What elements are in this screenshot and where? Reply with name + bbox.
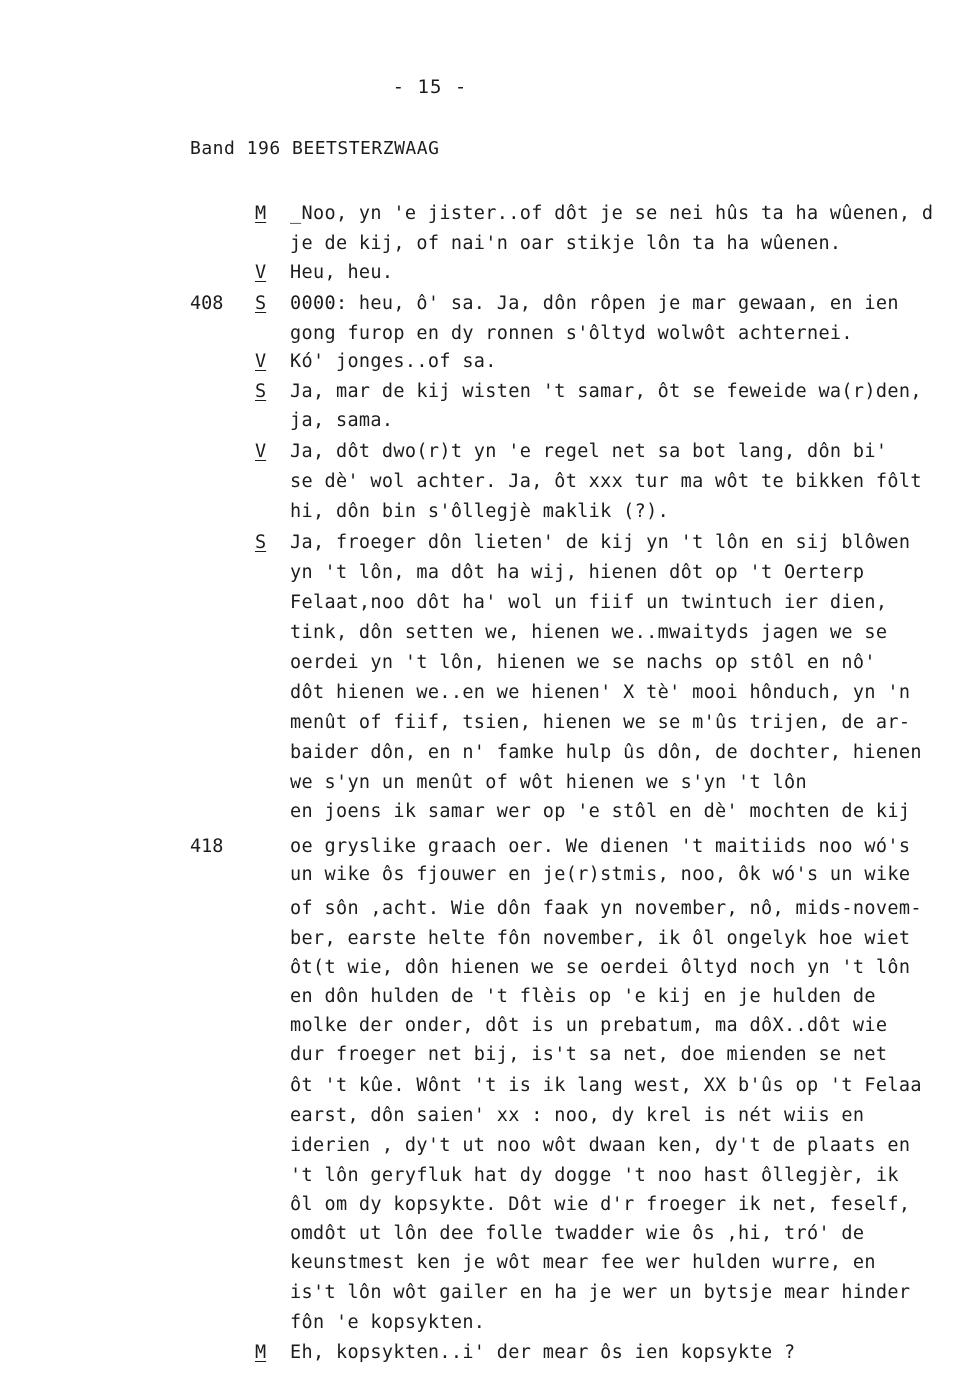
- transcript-line: [0, 1308, 973, 1338]
- transcript-line: [0, 319, 973, 349]
- line-text: en dôn hulden de 't flèis op 'e kij en je hulden de: [290, 986, 876, 1007]
- transcript-line: [0, 1101, 973, 1131]
- line-text: 't lôn geryfluk hat dy dogge 't noo hast ôllegjèr, ik: [290, 1165, 899, 1186]
- transcript-line: [0, 1248, 973, 1278]
- transcript-line: [0, 199, 973, 229]
- line-text: baider dôn, en n' famke hulp ûs dôn, de dochter, hienen: [290, 742, 922, 763]
- line-text: keunstmest ken je wôt mear fee wer hulden wurre, en: [290, 1252, 876, 1273]
- transcript-line: [0, 347, 973, 377]
- line-text: tink, dôn setten we, hienen we..mwaityds jagen we se: [290, 622, 888, 643]
- transcript-line: [0, 528, 973, 558]
- line-text: fôn 'e kopsykten.: [290, 1312, 486, 1333]
- line-text: earst, dôn saien' xx : noo, dy krel is nét wiis en: [290, 1105, 865, 1126]
- transcript-line: [0, 1040, 973, 1070]
- transcript-line: [0, 1071, 973, 1101]
- transcript-line: [0, 648, 973, 678]
- transcript-line: [0, 924, 973, 954]
- transcript-line: [0, 678, 973, 708]
- line-text: un wike ôs fjouwer en je(r)stmis, noo, ôk wó's un wike: [290, 864, 911, 885]
- line-text: ôt 't kûe. Wônt 't is ik lang west, XX b'ûs op 't Felaa: [290, 1075, 922, 1096]
- transcript-line: [0, 1131, 973, 1161]
- line-text: yn 't lôn, ma dôt ha wij, hienen dôt op 't Oerterp: [290, 562, 865, 583]
- line-text: is't lôn wôt gailer en ha je wer un bytsje mear hinder: [290, 1282, 911, 1303]
- transcript-line: [0, 558, 973, 588]
- speaker-label: S: [255, 381, 267, 402]
- line-text: of sôn ,acht. Wie dôn faak yn november, nô, mids-novem-: [290, 898, 922, 919]
- line-reference-number: 408: [190, 293, 224, 314]
- line-text: Heu, heu.: [290, 262, 394, 283]
- transcript-line: [0, 497, 973, 527]
- transcript-line: [0, 708, 973, 738]
- speaker-label: S: [255, 532, 267, 553]
- transcript-line: [0, 1011, 973, 1041]
- transcript-line: [0, 832, 973, 862]
- document-header: Band 196 BEETSTERZWAAG: [190, 138, 440, 159]
- transcript-line: [0, 289, 973, 319]
- transcript-line: [0, 406, 973, 436]
- line-text: we s'yn un menût of wôt hienen we s'yn 't lôn: [290, 772, 807, 793]
- line-text: Felaat,noo dôt ha' wol un fiif un twintuch ier dien,: [290, 592, 888, 613]
- line-text: ja, sama.: [290, 410, 394, 431]
- line-text: iderien , dy't ut noo wôt dwaan ken, dy't de plaats en: [290, 1135, 911, 1156]
- transcript-line: [0, 797, 973, 827]
- transcript-line: [0, 738, 973, 768]
- transcript-line: [0, 229, 973, 259]
- transcript-line: [0, 953, 973, 983]
- line-text: Ja, froeger dôn lieten' de kij yn 't lôn en sij blôwen: [290, 532, 911, 553]
- line-text: omdôt ut lôn dee folle twadder wie ôs ,hi, tró' de: [290, 1223, 865, 1244]
- transcript-line: [0, 437, 973, 467]
- transcript-line: [0, 467, 973, 497]
- transcript-line: [0, 860, 973, 890]
- line-text: oerdei yn 't lôn, hienen we se nachs op stôl en nô': [290, 652, 876, 673]
- line-text: 0000: heu, ô' sa. Ja, dôn rôpen je mar gewaan, en ien: [290, 293, 899, 314]
- speaker-label: V: [255, 262, 267, 283]
- transcript-line: [0, 1278, 973, 1308]
- line-text: menût of fiif, tsien, hienen we se m'ûs trijen, de ar-: [290, 712, 911, 733]
- line-text: dur froeger net bij, is't sa net, doe mienden se net: [290, 1044, 888, 1065]
- transcript-line: [0, 1338, 973, 1368]
- line-text: je de kij, of nai'n oar stikje lôn ta ha wûenen.: [290, 233, 842, 254]
- transcript-line: [0, 1161, 973, 1191]
- line-reference-number: 418: [190, 836, 224, 857]
- line-text: se dè' wol achter. Ja, ôt xxx tur ma wôt te bikken fôlt: [290, 471, 922, 492]
- line-text: Ja, mar de kij wisten 't samar, ôt se feweide wa(r)den,: [290, 381, 922, 402]
- transcript-line: [0, 1190, 973, 1220]
- line-text: oe gryslike graach oer. We dienen 't maitiids noo wó's: [290, 836, 911, 857]
- line-text: _Noo, yn 'e jister..of dôt je se nei hûs ta ha wûenen, d: [290, 203, 934, 224]
- page-number: - 15 -: [392, 76, 468, 98]
- line-text: gong furop en dy ronnen s'ôltyd wolwôt achternei.: [290, 323, 853, 344]
- line-text: hi, dôn bin s'ôllegjè maklik (?).: [290, 501, 670, 522]
- line-text: ôl om dy kopsykte. Dôt wie d'r froeger ik net, feself,: [290, 1194, 911, 1215]
- line-text: Kó' jonges..of sa.: [290, 351, 497, 372]
- transcript-line: [0, 377, 973, 407]
- transcript-line: [0, 982, 973, 1012]
- transcript-line: [0, 894, 973, 924]
- transcript-line: [0, 258, 973, 288]
- transcript-line: [0, 588, 973, 618]
- line-text: en joens ik samar wer op 'e stôl en dè' mochten de kij: [290, 801, 911, 822]
- transcript-line: [0, 1219, 973, 1249]
- speaker-label: M: [255, 1342, 267, 1363]
- speaker-label: S: [255, 293, 267, 314]
- speaker-label: M: [255, 203, 267, 224]
- line-text: Ja, dôt dwo(r)t yn 'e regel net sa bot lang, dôn bi': [290, 441, 888, 462]
- transcript-line: [0, 768, 973, 798]
- speaker-label: V: [255, 351, 267, 372]
- transcript-line: [0, 618, 973, 648]
- line-text: ber, earste helte fôn november, ik ôl ongelyk hoe wiet: [290, 928, 911, 949]
- line-text: Eh, kopsykten..i' der mear ôs ien kopsykte ?: [290, 1342, 796, 1363]
- speaker-label: V: [255, 441, 267, 462]
- line-text: ôt(t wie, dôn hienen we se oerdei ôltyd noch yn 't lôn: [290, 957, 911, 978]
- line-text: dôt hienen we..en we hienen' X tè' mooi hônduch, yn 'n: [290, 682, 911, 703]
- line-text: molke der onder, dôt is un prebatum, ma dôX..dôt wie: [290, 1015, 888, 1036]
